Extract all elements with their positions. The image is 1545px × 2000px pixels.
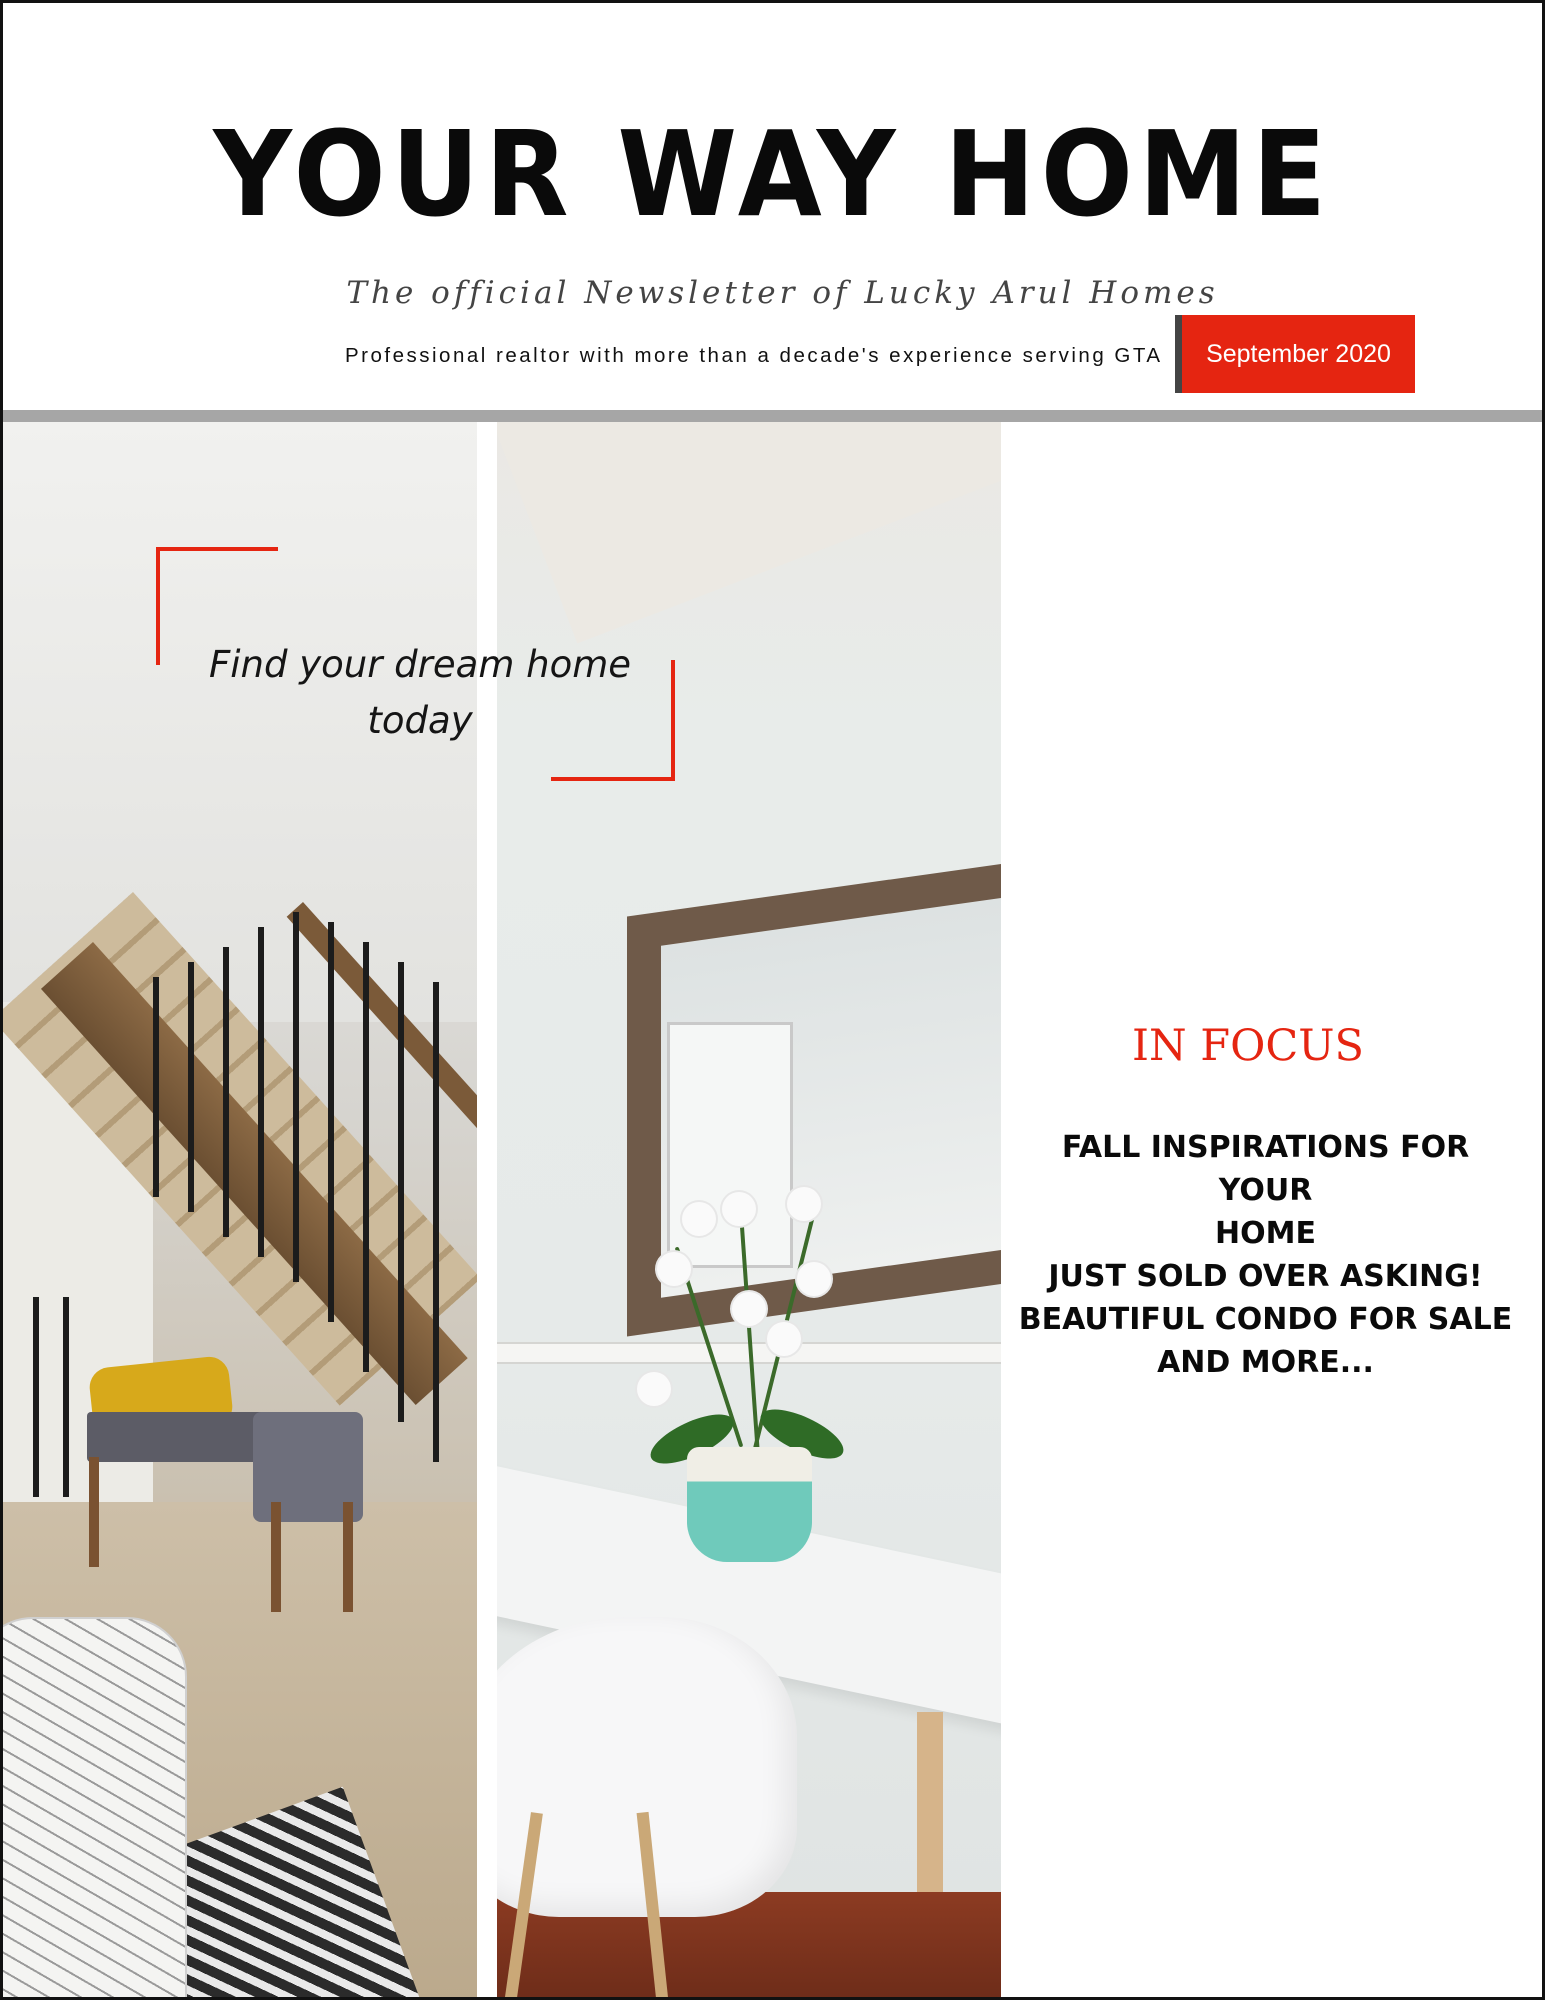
issue-date-label: September 2020 [1206,339,1391,368]
newsletter-tagline: Professional realtor with more than a decade's experience serving GTA [345,344,1163,367]
header-divider [3,410,1542,422]
in-focus-item: BEAUTIFUL CONDO FOR SALE [1018,1302,1513,1337]
newsletter-subtitle: The official Newsletter of Lucky Arul Homes [346,275,1219,311]
in-focus-item: AND MORE... [1157,1345,1374,1380]
in-focus-list [1013,1126,1518,1384]
hero-overlay-text [189,637,651,749]
in-focus-heading: IN FOCUS [1132,1021,1364,1071]
hero-overlay-line-2: today [367,699,473,742]
hero-overlay-line-1: Find your dream home [208,643,632,686]
in-focus-item: HOME [1215,1216,1316,1251]
issue-date-badge [1175,315,1415,393]
newsletter-title: YOUR WAY HOME [213,105,1332,243]
in-focus-item: JUST SOLD OVER ASKING! [1048,1259,1483,1294]
in-focus-item: FALL INSPIRATIONS FOR YOUR [1061,1130,1470,1208]
